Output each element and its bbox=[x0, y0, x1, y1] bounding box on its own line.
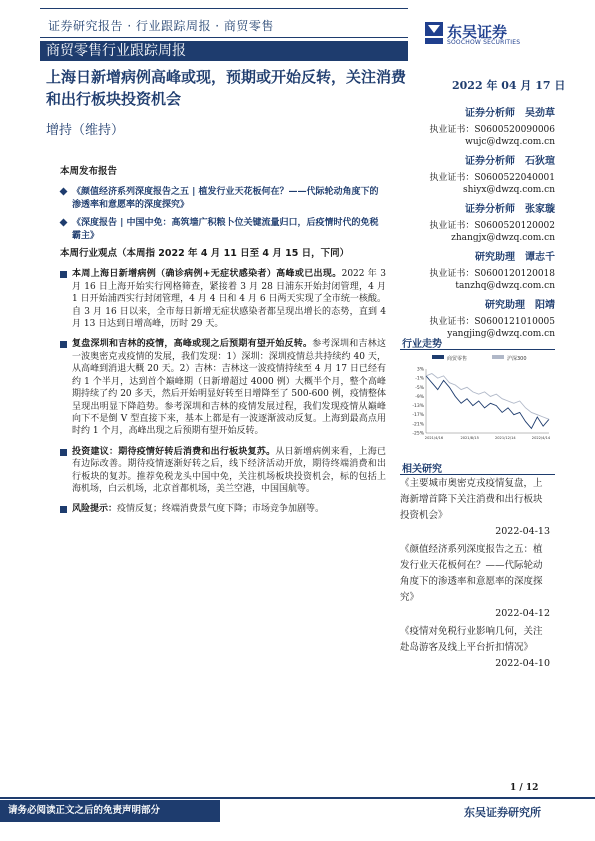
x-tick-label: 2022/4/14 bbox=[531, 436, 551, 440]
y-tick-label: -9% bbox=[415, 394, 424, 400]
analyst-role: 研究助理 bbox=[485, 300, 525, 311]
x-tick-label: 2021/4/16 bbox=[424, 436, 444, 440]
square-bullet-icon bbox=[60, 271, 67, 278]
analyst-name: 谭志千 bbox=[525, 252, 555, 263]
analyst-title bbox=[395, 296, 555, 311]
series-line-hs300 bbox=[426, 374, 549, 420]
paragraph-shanghai-peak bbox=[60, 268, 386, 330]
analyst-card bbox=[395, 104, 555, 147]
y-tick-label: -25% bbox=[412, 431, 424, 437]
company-logo bbox=[425, 22, 557, 48]
analyst-card bbox=[395, 248, 555, 291]
header-rule bbox=[40, 37, 408, 38]
analyst-email[interactable]: shiyx@dwzq.com.cn bbox=[463, 185, 555, 195]
series-line-retail bbox=[426, 376, 549, 429]
analyst-cert: 执业证书：S0600121010005 bbox=[429, 317, 555, 327]
related-report-title[interactable]: 《主要城市奥密克戎疫情复盘，上海新增首降下关注消费和出行板块投资机会》 bbox=[400, 478, 543, 521]
related-report-date: 2022-04-13 bbox=[495, 526, 550, 537]
analyst-name: 石狄瑄 bbox=[525, 156, 555, 167]
top-rule bbox=[40, 8, 408, 9]
paragraph-text: 2022 年 3 月 16 日上海开始实行网格筛查，紧接着 3 月 28 日浦东开始封闭管理，4 月 1 日开始浦西实行封闭管理，4 月 4 日和 4 月 6 日两天实现了全市统一核酸。自 3 月 16 日以来，全市每日新增无症状感染者都呈现出增长的态势，直到 4 月 13 日达到日增高峰，历时 29 天。 bbox=[72, 269, 387, 330]
analyst-email[interactable]: zhangjx@dwzq.com.cn bbox=[451, 233, 555, 243]
analyst-title bbox=[395, 104, 555, 119]
analyst-card bbox=[395, 200, 555, 243]
related-report-date: 2022-04-10 bbox=[495, 658, 550, 669]
logo-cn-text: 东吴证券 bbox=[447, 23, 508, 41]
analyst-email[interactable]: wujc@dwzq.com.cn bbox=[465, 137, 555, 147]
logo-en-text: SOOCHOW SECURITIES bbox=[447, 39, 521, 46]
square-bullet-icon bbox=[60, 506, 67, 513]
logo-mark-icon bbox=[425, 22, 443, 44]
footer-org: 东吴证券研究所 bbox=[464, 806, 541, 819]
diamond-bullet-icon bbox=[60, 219, 68, 227]
paragraph-text: 参考深圳和吉林这一波奥密克戎疫情的发展，我们发现：1）深圳：深圳疫情总共持续约 40 天，从高峰到消退大概 20 天。2）吉林：吉林这一波疫情持续至 4 月 17 日已经有约 1 个半月，达到首个巅峰期（日新增超过 4000 例）大概半个月，整个高峰期持续了约 20 多天，然后开始明显好转至日增降至了 500-600 例，疫情整体呈现出明显下降趋势。参考深圳和吉林的疫情发展过程，我们发现疫情从巅峰向下不是倒 V 型直接下来，基本上都是有一波逐渐波动反复。上海到最高点用时约 1 个月，高峰出现之后预期有望开始反转。 bbox=[72, 339, 386, 437]
page-number: 1 / 12 bbox=[510, 783, 539, 793]
legend-label-hs300: 沪深300 bbox=[507, 356, 527, 362]
y-tick-label: -1% bbox=[415, 376, 424, 382]
y-tick-label: 3% bbox=[416, 367, 424, 373]
analyst-name: 吴劲草 bbox=[525, 108, 555, 119]
industry-trend-chart bbox=[402, 353, 555, 445]
paragraph-lead: 风险提示： bbox=[72, 504, 118, 515]
y-tick-label: -13% bbox=[412, 404, 424, 410]
disclaimer-banner: 请务必阅读正文之后的免责声明部分 bbox=[0, 800, 220, 822]
related-list bbox=[400, 476, 550, 674]
main-body bbox=[60, 166, 386, 524]
x-tick-label: 2021/8/15 bbox=[460, 436, 479, 440]
report-link[interactable] bbox=[60, 217, 386, 242]
analyst-title bbox=[395, 248, 555, 263]
analyst-role: 证券分析师 bbox=[465, 108, 515, 119]
x-tick-label: 2021/12/14 bbox=[494, 436, 516, 440]
paragraph-lead: 投资建议：期待疫情好转后消费和出行板块复苏。 bbox=[72, 446, 276, 457]
paragraph-lead: 本周上海日新增病例（确诊病例+无症状感染者）高峰或已出现。 bbox=[72, 269, 342, 280]
weekly-reports-heading: 本周发布报告 bbox=[60, 166, 118, 177]
paragraph-review bbox=[60, 338, 386, 437]
analyst-email[interactable]: tanzhq@dwzq.com.cn bbox=[455, 281, 555, 291]
report-category: 证券研究报告 · 行业跟踪周报 · 商贸零售 bbox=[48, 19, 274, 33]
viewpoint-heading: 本周行业观点（本周指 2022 年 4 月 11 日至 4 月 15 日，下同） bbox=[60, 248, 350, 260]
report-link-text: 《深度报告 | 中国中免：高筑墙广积粮卜位关键流量归口，后疫情时代的免税霸主》 bbox=[72, 218, 379, 241]
analyst-title bbox=[395, 152, 555, 167]
report-link[interactable] bbox=[60, 186, 386, 211]
report-title: 上海日新增病例高峰或现，预期或开始反转，关注消费和出行板块投资机会 bbox=[46, 68, 407, 108]
rating: 增持（维持） bbox=[46, 123, 125, 138]
paragraph-text: 从日新增病例来看，上海已有边际改善。期待疫情逐渐好转之后，线下经济活动开放，期待终端消费和出行板块的复苏。推荐免税龙头中国中免，关注机场板块投资机会，标的包括上海机场，白云机场，北京首都机场，美兰空港，中国国航等。 bbox=[72, 446, 386, 494]
analyst-list bbox=[395, 104, 555, 344]
paragraph-risk bbox=[60, 503, 386, 515]
related-section-title: 相关研究 bbox=[402, 464, 442, 475]
legend-label-retail: 商贸零售 bbox=[447, 356, 468, 362]
analyst-card bbox=[395, 152, 555, 195]
related-report-title[interactable]: 《疫情对免税行业影响几何，关注赴岛游客及线上平台折扣情况》 bbox=[400, 626, 543, 653]
report-link-text: 《颜值经济系列深度报告之五 | 植发行业天花板何在？——代际轮动角度下的渗透率和意愿率的深度探究》 bbox=[72, 187, 379, 210]
y-tick-label: -5% bbox=[415, 385, 424, 391]
analyst-card bbox=[395, 296, 555, 339]
analyst-email[interactable]: yangjing@dwzq.com.cn bbox=[447, 329, 555, 339]
analyst-title bbox=[395, 200, 555, 215]
y-tick-label: -17% bbox=[412, 413, 424, 419]
paragraph-lead: 复盘深圳和吉林的疫情，高峰或现之后预期有望开始反转。 bbox=[72, 339, 313, 350]
y-tick-label: -21% bbox=[412, 422, 424, 428]
analyst-cert: 执业证书：S0600520090006 bbox=[429, 125, 555, 135]
analyst-name: 阳靖 bbox=[535, 300, 555, 311]
legend-swatch-hs300 bbox=[492, 355, 504, 359]
analyst-name: 张家璇 bbox=[525, 204, 555, 215]
report-banner: 商贸零售行业跟踪周报 bbox=[40, 41, 408, 61]
footer-rule bbox=[0, 797, 595, 799]
analyst-cert: 执业证书：S0600520120002 bbox=[429, 221, 555, 231]
analyst-cert: 执业证书：S0600120120018 bbox=[429, 269, 555, 279]
chart-section-rule bbox=[400, 349, 555, 350]
paragraph-investment-advice bbox=[60, 446, 386, 496]
legend-swatch-retail bbox=[432, 355, 444, 359]
square-bullet-icon bbox=[60, 449, 67, 456]
chart-section-title: 行业走势 bbox=[402, 339, 442, 350]
analyst-cert: 执业证书：S0600522040001 bbox=[429, 173, 555, 183]
related-report-title[interactable]: 《颜值经济系列深度报告之五：植发行业天花板何在？——代际轮动角度下的渗透率和意愿率的深度探究》 bbox=[400, 544, 543, 603]
related-report-date: 2022-04-12 bbox=[495, 608, 550, 619]
related-section-rule bbox=[400, 474, 555, 475]
analyst-role: 证券分析师 bbox=[465, 156, 515, 167]
analyst-role: 证券分析师 bbox=[465, 204, 515, 215]
square-bullet-icon bbox=[60, 341, 67, 348]
diamond-bullet-icon bbox=[60, 188, 68, 196]
paragraph-text: 疫情反复；终端消费景气度下降；市场竞争加剧等。 bbox=[117, 504, 325, 515]
report-date: 2022 年 04 月 17 日 bbox=[452, 79, 566, 92]
analyst-role: 研究助理 bbox=[475, 252, 515, 263]
